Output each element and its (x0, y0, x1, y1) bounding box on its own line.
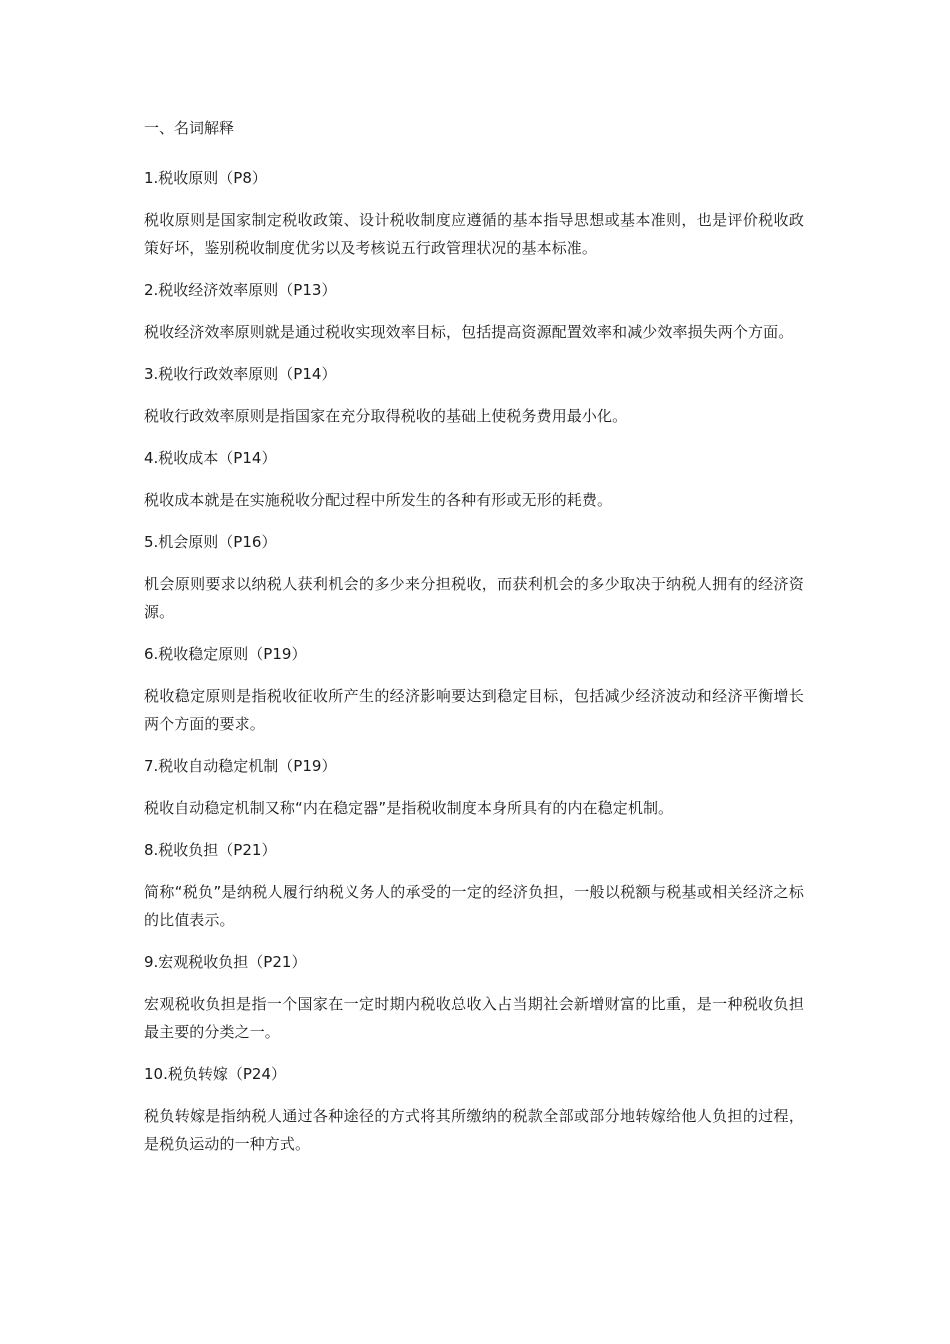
term-heading-5: 5.机会原则（P16） (144, 533, 277, 551)
term-definition-7: 税收自动稳定机制又称“内在稳定器”是指税收制度本身所具有的内在稳定机制。 (144, 799, 674, 817)
term-heading-6: 6.税收稳定原则（P19） (144, 645, 307, 663)
term-definition-2: 税收经济效率原则就是通过税收实现效率目标，包括提高资源配置效率和减少效率损失两个方面。 (144, 323, 794, 341)
term-definition-10: 税负转嫁是指纳税人通过各种途径的方式将其所缴纳的税款全部或部分地转嫁给他人负担的过程，是税负运动的一种方式。 (144, 1107, 804, 1153)
term-heading-8: 8.税收负担（P21） (144, 841, 277, 859)
term-definition-5: 机会原则要求以纳税人获利机会的多少来分担税收，而获利机会的多少取决于纳税人拥有的经济资源。 (144, 575, 804, 621)
term-definition-8: 简称“税负”是纳税人履行纳税义务人的承受的一定的经济负担，一般以税额与税基或相关经济之标的比值表示。 (144, 883, 804, 929)
term-definition-3: 税收行政效率原则是指国家在充分取得税收的基础上使税务费用最小化。 (144, 407, 628, 425)
term-heading-1: 1.税收原则（P8） (144, 169, 267, 187)
term-heading-10: 10.税负转嫁（P24） (144, 1065, 286, 1083)
term-definition-9: 宏观税收负担是指一个国家在一定时期内税收总收入占当期社会新增财富的比重，是一种税收负担最主要的分类之一。 (144, 995, 804, 1041)
document-content (144, 114, 804, 1172)
term-heading-2: 2.税收经济效率原则（P13） (144, 281, 337, 299)
term-heading-7: 7.税收自动稳定机制（P19） (144, 757, 337, 775)
term-definition-1: 税收原则是国家制定税收政策、设计税收制度应遵循的基本指导思想或基本准则，也是评价税收政策好坏，鉴别税收制度优劣以及考核说五行政管理状况的基本标准。 (144, 211, 804, 257)
section-title: 一、名词解释 (144, 119, 235, 137)
term-heading-9: 9.宏观税收负担（P21） (144, 953, 307, 971)
term-heading-4: 4.税收成本（P14） (144, 449, 277, 467)
term-definition-6: 税收稳定原则是指税收征收所产生的经济影响要达到稳定目标，包括减少经济波动和经济平衡增长两个方面的要求。 (144, 687, 804, 733)
term-heading-3: 3.税收行政效率原则（P14） (144, 365, 337, 383)
term-definition-4: 税收成本就是在实施税收分配过程中所发生的各种有形或无形的耗费。 (144, 491, 613, 509)
